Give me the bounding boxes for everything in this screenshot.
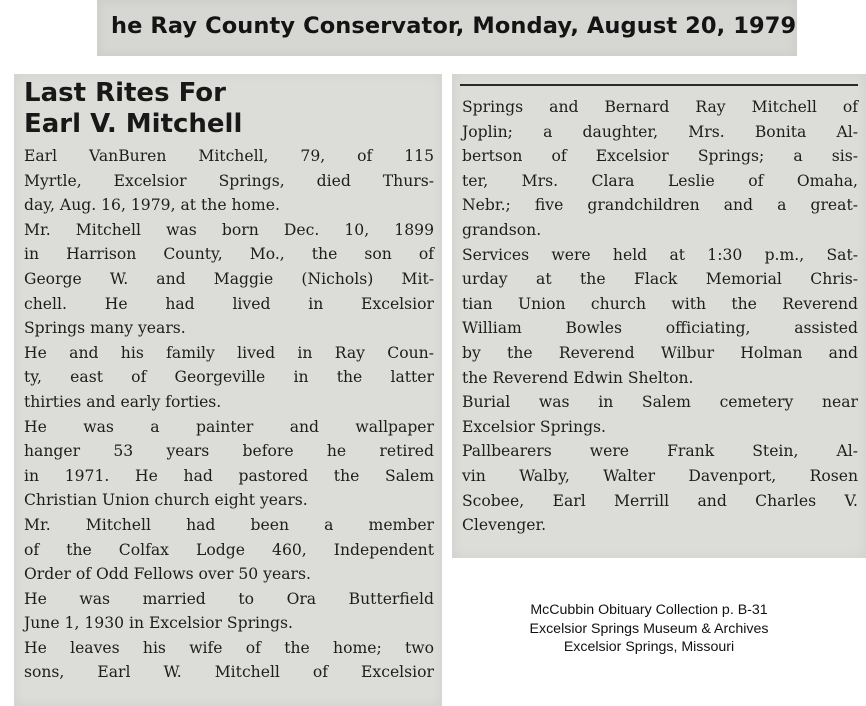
left-column-text <box>24 144 434 685</box>
text-line: tian Union church with the Reverend <box>462 294 858 313</box>
text-line: Nebr.; five grandchildren and a great- <box>462 196 858 215</box>
masthead-text: he Ray County Conservator, Monday, August 20, 1979 <box>111 13 797 39</box>
text-line: June 1, 1930 in Excelsior Springs. <box>24 614 293 633</box>
text-line: day, Aug. 16, 1979, at the home. <box>24 196 280 215</box>
text-line: in 1971. He had pastored the Salem <box>24 466 434 485</box>
text-line: Excelsior Springs. <box>462 417 607 436</box>
text-line: Clevenger. <box>462 516 547 535</box>
text-line: Scobee, Earl Merrill and Charles V. <box>462 491 858 510</box>
caption-line: McCubbin Obituary Collection p. B-31 <box>530 602 768 618</box>
text-line: vin Walby, Walter Davenport, Rosen <box>462 466 858 485</box>
masthead-clipping <box>97 0 797 56</box>
caption-line: Excelsior Springs Museum & Archives <box>529 620 769 637</box>
text-line: Services were held at 1:30 p.m., Sat- <box>462 245 858 264</box>
archive-caption <box>478 601 820 657</box>
text-line: Earl VanBuren Mitchell, 79, of 115 <box>24 147 434 165</box>
text-line: Christian Union church eight years. <box>24 491 308 510</box>
text-line: He was a painter and wallpaper <box>24 417 434 436</box>
obituary-left-column <box>14 74 442 706</box>
text-line: the Reverend Edwin Shelton. <box>462 368 694 387</box>
text-line: by the Reverend Wilbur Holman and <box>462 343 858 362</box>
text-line: hanger 53 years before he retired <box>24 442 434 461</box>
text-line: grandson. <box>462 220 542 239</box>
headline-line: Earl V. Mitchell <box>24 109 243 139</box>
text-line: Order of Odd Fellows over 50 years. <box>24 565 311 584</box>
text-line: Springs many years. <box>24 319 186 338</box>
text-line: chell. He had lived in Excelsior <box>24 294 434 313</box>
text-line: He and his family lived in Ray Coun- <box>24 343 434 362</box>
right-column-text <box>462 95 858 538</box>
text-line: Myrtle, Excelsior Springs, died Thurs- <box>24 171 434 190</box>
column-top-rule <box>460 84 858 86</box>
text-line: urday at the Flack Memorial Chris- <box>462 270 858 289</box>
text-line: Burial was in Salem cemetery near <box>462 393 858 412</box>
text-line: He leaves his wife of the home; two <box>24 638 434 657</box>
text-line: Pallbearers were Frank Stein, Al- <box>462 442 858 461</box>
text-line: Mr. Mitchell was born Dec. 10, 1899 <box>24 220 434 239</box>
text-line: He was married to Ora Butterfield <box>24 589 434 608</box>
text-line: in Harrison County, Mo., the son of <box>24 245 434 264</box>
text-line: of the Colfax Lodge 460, Independent <box>24 540 434 559</box>
text-line: Joplin; a daughter, Mrs. Bonita Al- <box>462 122 858 141</box>
obituary-right-column <box>452 74 866 558</box>
text-line: Springs and Bernard Ray Mitchell of <box>462 98 858 116</box>
text-line: George W. and Maggie (Nichols) Mit- <box>24 269 434 288</box>
text-line: ty, east of Georgeville in the latter <box>24 368 434 387</box>
text-line: sons, Earl W. Mitchell of Excelsior <box>24 663 434 682</box>
text-line: Mr. Mitchell had been a member <box>24 515 434 534</box>
text-line: thirties and early forties. <box>24 392 222 411</box>
text-line: bertson of Excelsior Springs; a sis- <box>462 147 858 166</box>
obituary-headline <box>24 78 242 140</box>
text-line: William Bowles officiating, assisted <box>462 319 858 338</box>
caption-line: Excelsior Springs, Missouri <box>563 639 735 655</box>
headline-line: Last Rites For <box>24 78 226 108</box>
text-line: ter, Mrs. Clara Leslie of Omaha, <box>462 171 858 190</box>
